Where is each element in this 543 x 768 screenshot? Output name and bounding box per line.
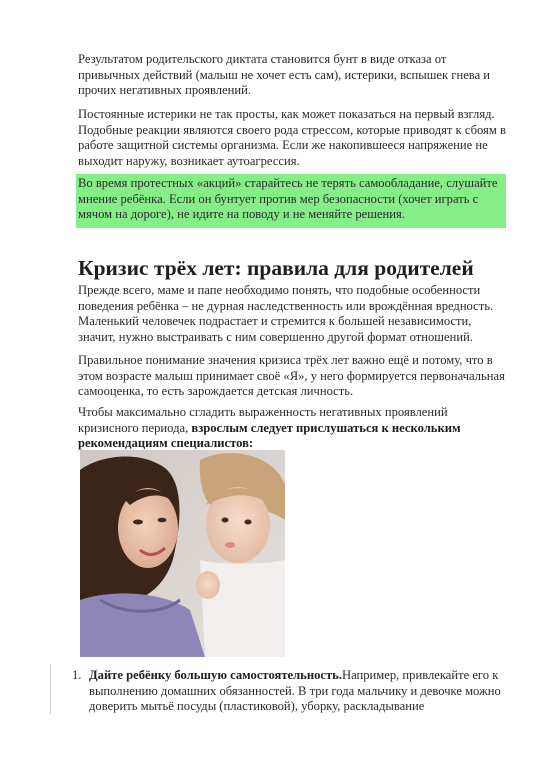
recommendations-intro-text: Чтобы максимально сгладить выраженность негативных проявлений кризисного периода, bbox=[78, 405, 448, 435]
list-number: 1. bbox=[72, 668, 82, 682]
photo-illustration bbox=[80, 450, 285, 657]
list-item-bold: Дайте ребёнку большую самостоятельность. bbox=[89, 668, 342, 682]
list-item-text bbox=[89, 668, 512, 715]
mother-and-child-photo bbox=[80, 450, 285, 657]
recommendations-intro-bold: взрослым следует прислушаться к нескольким рекомендациям специалистов: bbox=[78, 420, 461, 450]
highlighted-tip-text: Во время протестных «акций» старайтесь не терять самообладание, слушайте мнение ребёнка. Если он бунтует против мер безопасности (хочет играть с мячом на дороге), не идите на поводу и не меняйте решения. bbox=[78, 176, 498, 221]
highlighted-tip-box bbox=[76, 174, 506, 228]
paragraph-tantrums: Постоянные истерики не так просты, как может показаться на первый взгляд. Подобные реакции являются своего рода стрессом, которые приводят к сбоям в работе защитной системы организма. Если же накопившееся напряжение не выходит наружу, возникает аутоагрессия. bbox=[78, 107, 506, 168]
paragraph-parental-dictate: Результатом родительского диктата становится бунт в виде отказа от привычных действий (малыш не хочет есть сам), истерики, вспышек гнева и прочих негативных проявлений. bbox=[78, 52, 491, 97]
paragraph-understanding: Правильное понимание значения кризиса трёх лет важно ещё и потому, что в этом возрасте малыш принимает своё «Я», у него формируется первоначальная самооценка, то есть зарождается детская личность. bbox=[78, 353, 505, 398]
list-item-body: Например, привлекайте его к выполнению домашних обязанностей. В три года мальчику и девочке можно доверить мытьё посуды (пластиковой), уборку, раскладывание bbox=[89, 668, 501, 713]
left-margin-rule bbox=[50, 664, 51, 714]
section-heading: Кризис трёх лет: правила для родителей bbox=[78, 256, 474, 280]
paragraph-first-of-all: Прежде всего, маме и папе необходимо понять, что подобные особенности поведения ребёнка – не дурная наследственность или врождённая вредность. Маленький человечек подрастает и стремится к большей независимости, значит, нужно выстраивать с ним совершенно другой формат отношений. bbox=[78, 283, 494, 344]
paragraph-recommendations-intro bbox=[78, 405, 510, 452]
list-item-1 bbox=[72, 668, 512, 715]
